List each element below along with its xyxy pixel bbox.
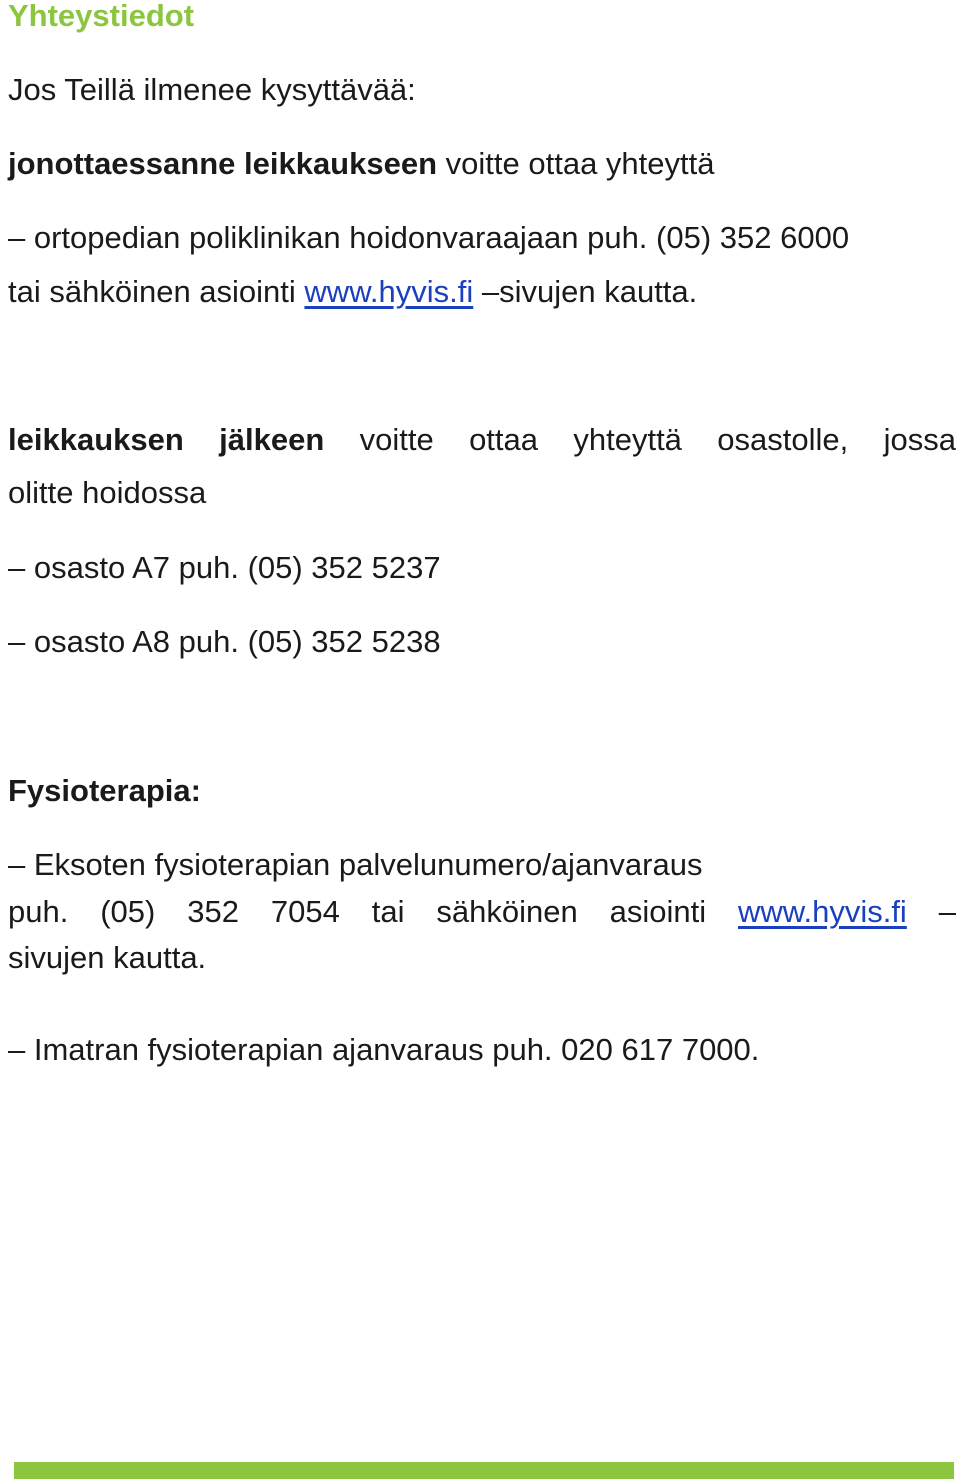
online-service-line xyxy=(8,272,697,312)
before-surgery-lead xyxy=(8,144,714,184)
physio-phone-line xyxy=(8,892,956,932)
physio-heading: Fysioterapia: xyxy=(8,773,201,808)
after-surgery-word: ottaa xyxy=(469,422,539,457)
before-surgery-lead-bold: jonottaessanne leikkaukseen xyxy=(8,146,438,181)
after-surgery-word: yhteyttä xyxy=(573,422,682,457)
after-surgery-word: jossa xyxy=(883,422,956,457)
after-surgery-word: jälkeen xyxy=(219,422,325,457)
after-surgery-lead xyxy=(8,420,956,460)
page-title: Yhteystiedot xyxy=(8,0,195,33)
imatra-physio-phone: – Imatran fysioterapian ajanvaraus puh. 020 617 7000. xyxy=(8,1032,760,1067)
online-service-suffix: –sivujen kautta. xyxy=(481,274,698,309)
physio-phone-word: asiointi xyxy=(609,894,707,929)
before-surgery-lead-rest: voitte ottaa yhteyttä xyxy=(445,146,715,181)
physio-dash: – xyxy=(938,894,956,929)
after-surgery-word: osastolle, xyxy=(717,422,849,457)
physio-phone-word: puh. xyxy=(8,894,69,929)
after-surgery-word: leikkauksen xyxy=(8,422,184,457)
ward-a8-phone: – osasto A8 puh. (05) 352 5238 xyxy=(8,624,441,659)
footer-accent-bar xyxy=(14,1462,954,1479)
after-surgery-word: voitte xyxy=(359,422,434,457)
physio-phone-word: 7054 xyxy=(270,894,340,929)
after-surgery-cont: olitte hoidossa xyxy=(8,475,207,510)
physio-phone-word: sähköinen xyxy=(436,894,578,929)
physio-phone-word: (05) xyxy=(100,894,156,929)
hyvis-link[interactable]: www.hyvis.fi xyxy=(304,274,474,309)
ward-a7-phone: – osasto A7 puh. (05) 352 5237 xyxy=(8,550,441,585)
physio-service-line: – Eksoten fysioterapian palvelunumero/ajanvaraus xyxy=(8,847,703,882)
orthopedic-clinic-phone: – ortopedian poliklinikan hoidonvaraajaan puh. (05) 352 6000 xyxy=(8,220,850,255)
physio-phone-word: tai xyxy=(371,894,405,929)
physio-service-suffix: sivujen kautta. xyxy=(8,940,207,975)
online-service-prefix: tai sähköinen asiointi xyxy=(8,274,296,309)
physio-phone-word: 352 xyxy=(187,894,239,929)
hyvis-link-physio[interactable]: www.hyvis.fi xyxy=(738,894,907,929)
intro-text: Jos Teillä ilmenee kysyttävää: xyxy=(8,72,416,107)
